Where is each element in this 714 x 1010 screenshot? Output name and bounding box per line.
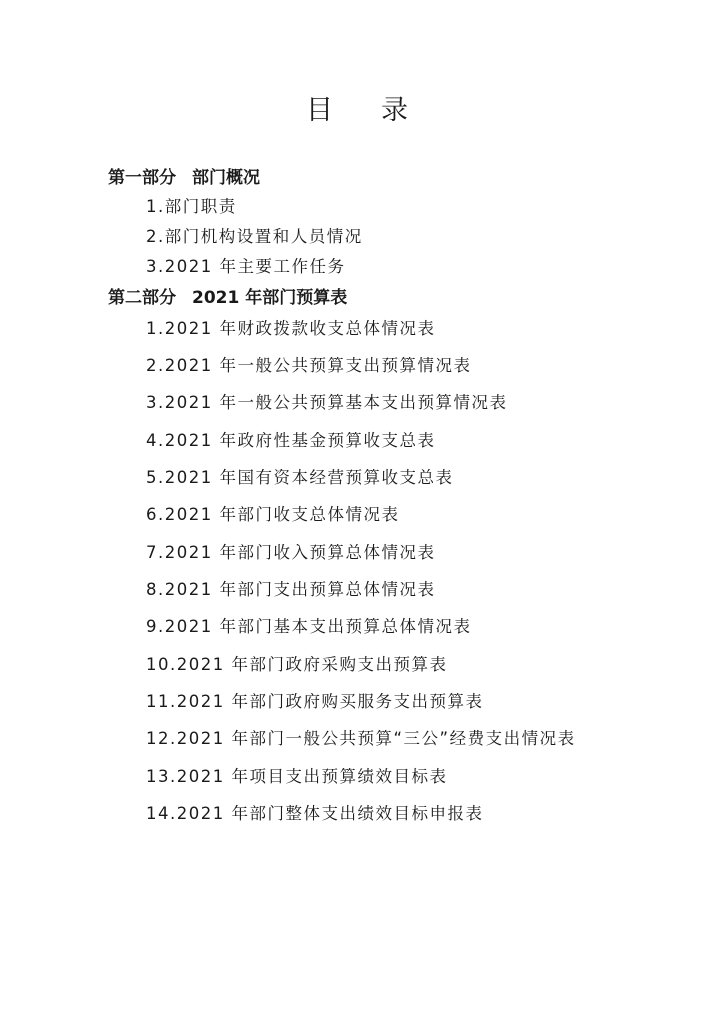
part-2-name: 2021 年部门预算表 [192, 288, 348, 308]
toc-title: 目录 [306, 95, 456, 126]
toc-item[interactable]: 3.2021 年主要工作任务 [146, 257, 346, 276]
toc-item[interactable]: 5.2021 年国有资本经营预算收支总表 [146, 468, 454, 487]
toc-item[interactable]: 13.2021 年项目支出预算绩效目标表 [146, 767, 448, 786]
toc-item[interactable]: 2.2021 年一般公共预算支出预算情况表 [146, 356, 472, 375]
toc-part-1[interactable] [108, 163, 260, 188]
toc-part-2[interactable] [108, 283, 347, 308]
toc-item[interactable]: 12.2021 年部门一般公共预算“三公”经费支出情况表 [146, 729, 576, 748]
toc-item[interactable]: 10.2021 年部门政府采购支出预算表 [146, 655, 448, 674]
toc-item[interactable]: 8.2021 年部门支出预算总体情况表 [146, 580, 436, 599]
toc-item[interactable]: 2.部门机构设置和人员情况 [146, 227, 363, 246]
toc-item[interactable]: 11.2021 年部门政府购买服务支出预算表 [146, 692, 484, 711]
toc-item[interactable]: 9.2021 年部门基本支出预算总体情况表 [146, 617, 472, 636]
toc-item[interactable]: 1.2021 年财政拨款收支总体情况表 [146, 319, 436, 338]
toc-item[interactable]: 7.2021 年部门收入预算总体情况表 [146, 543, 436, 562]
toc-item[interactable]: 3.2021 年一般公共预算基本支出预算情况表 [146, 393, 508, 412]
toc-item[interactable]: 14.2021 年部门整体支出绩效目标申报表 [146, 804, 484, 823]
toc-item[interactable]: 1.部门职责 [146, 197, 237, 216]
toc-item[interactable]: 4.2021 年政府性基金预算收支总表 [146, 431, 436, 450]
toc-item[interactable]: 6.2021 年部门收支总体情况表 [146, 505, 400, 524]
part-1-name: 部门概况 [192, 168, 260, 188]
part-1-number: 第一部分 [108, 168, 176, 188]
part-2-number: 第二部分 [108, 288, 176, 308]
